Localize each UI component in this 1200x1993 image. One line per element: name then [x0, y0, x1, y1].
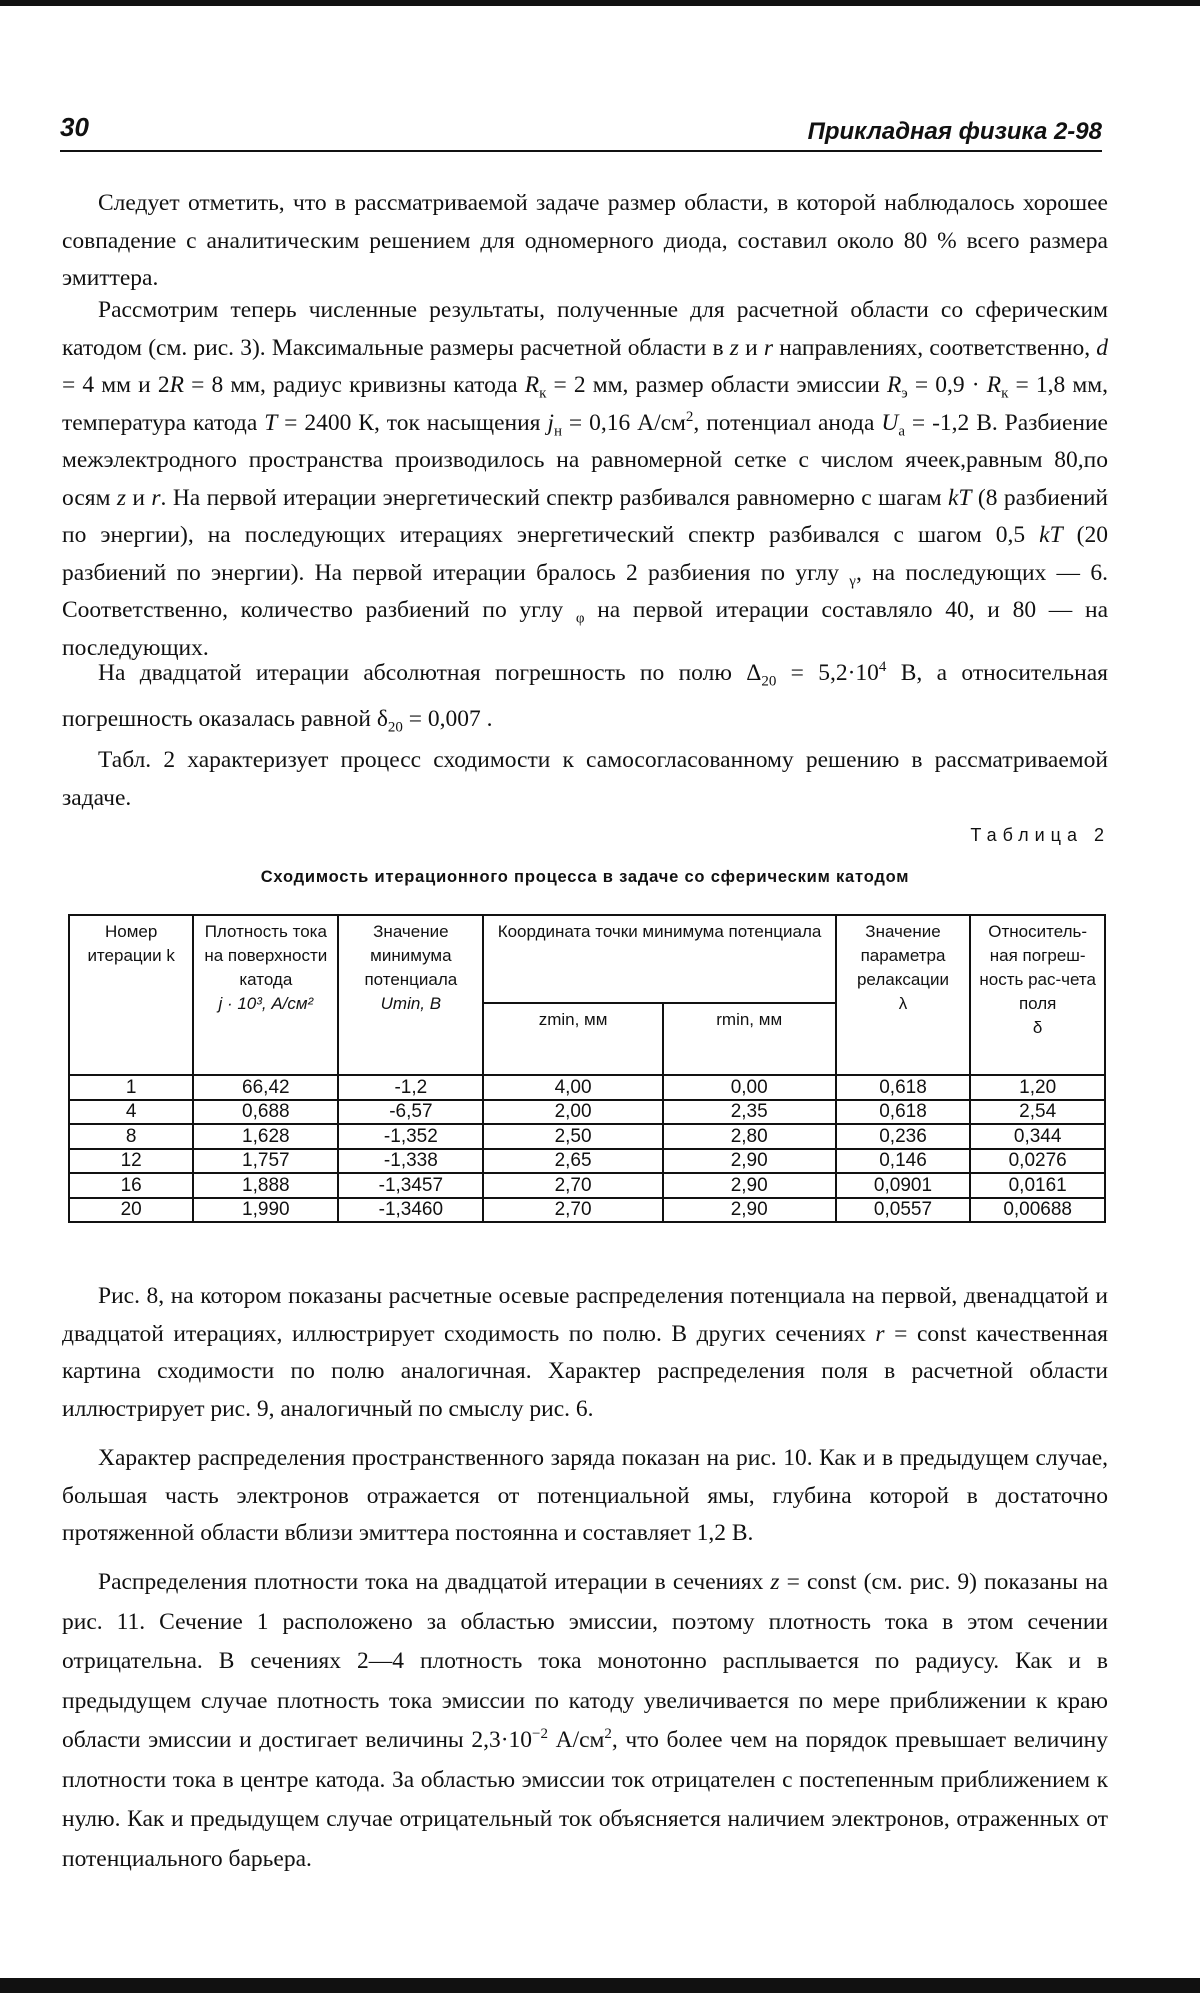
- text-run: Табл. 2 характеризует процесс сходимости к самосогласованному решению в рассматриваемой задаче.: [62, 747, 1108, 811]
- text-run: r: [763, 334, 774, 361]
- page-number: 30: [60, 112, 89, 142]
- header-text: Значение минимума потенциала: [364, 922, 458, 989]
- table-cell: -6,57: [338, 1100, 483, 1125]
- header-unit: Umin, В: [380, 994, 442, 1013]
- convergence-table: [68, 914, 1106, 1223]
- table-row: [69, 1198, 1105, 1223]
- table-cell: 2,65: [483, 1149, 662, 1174]
- text-run: R: [986, 372, 1002, 398]
- table-cell: 2,50: [483, 1124, 662, 1149]
- table-row: [69, 1100, 1105, 1125]
- paragraph: [62, 1278, 1108, 1428]
- table-cell: -1,338: [338, 1149, 483, 1174]
- table-cell: 0,344: [970, 1124, 1105, 1149]
- table-row: [69, 1124, 1105, 1149]
- table-cell: 2,70: [483, 1198, 662, 1223]
- table-row: [69, 1149, 1105, 1174]
- table-cell: 2,90: [663, 1149, 836, 1174]
- paragraph: [62, 1440, 1108, 1553]
- text-run: kT: [1039, 522, 1063, 548]
- text-run: 20: [387, 719, 403, 736]
- header-rule: [60, 150, 1102, 152]
- header-relative-error: [970, 915, 1105, 1075]
- table-cell: 0,0557: [836, 1198, 971, 1223]
- table-cell: 0,0161: [970, 1173, 1105, 1198]
- header-text: Значение параметра релаксации: [856, 922, 949, 989]
- text-run: φ: [575, 610, 585, 627]
- text-run: z: [770, 1569, 780, 1595]
- text-run: j: [547, 409, 554, 436]
- table-cell: 66,42: [193, 1075, 338, 1100]
- text-run: В, а относительная погрешность оказалась равной δ: [62, 660, 1108, 732]
- text-run: d: [1096, 334, 1109, 361]
- table-cell: 1,20: [970, 1075, 1105, 1100]
- text-run: Характер распределения пространственного заряда показан на рис. 10. Как и в предыдущем случае, большая часть электронов отражается от потенциальной ямы, глубина которой в достаточно протяженной области вблизи эмиттера постоянна и составляет 1,2 В.: [62, 1445, 1108, 1546]
- header-zmin: zmin, мм: [483, 1003, 662, 1075]
- text-run: (8 разбиений по энергии), на последующих итерациях энергетический спектр разбивался с шагом 0,5: [62, 484, 1108, 548]
- table-row: [69, 1173, 1105, 1198]
- text-run: . На первой итерации энергетический спектр разбивался равномерно с шагам: [160, 484, 948, 511]
- table-cell: 0,688: [193, 1100, 338, 1125]
- header-potential-min: [338, 915, 483, 1075]
- text-run: T: [264, 409, 278, 436]
- table-cell: 0,236: [836, 1124, 971, 1149]
- table-row: [69, 1075, 1105, 1100]
- table-cell: -1,352: [338, 1124, 483, 1149]
- text-run: и: [126, 484, 152, 511]
- text-run: (20 разбиений по энергии). На первой итерации бралось 2 разбиения по углу: [62, 522, 1108, 586]
- text-run: 2: [685, 408, 694, 425]
- text-run: а: [898, 423, 905, 440]
- table-cell: 2,90: [663, 1173, 836, 1198]
- text-run: R: [169, 372, 184, 398]
- text-run: z: [729, 334, 739, 361]
- header-unit: j · 10³, А/см²: [218, 994, 314, 1013]
- table-cell: 0,0901: [836, 1173, 971, 1198]
- header-symbol: λ: [898, 994, 908, 1013]
- text-run: Рис. 8, на котором показаны расчетные осевые распределения потенциала на первой, двенадцатой и двадцатой итерациях, иллюстрирует сходимость по полю. В других сечениях: [62, 1283, 1108, 1347]
- table-cell: 2,70: [483, 1173, 662, 1198]
- table-cell: 20: [69, 1198, 193, 1223]
- table-cell: 4,00: [483, 1075, 662, 1100]
- header-coordinate: Координата точки минимума потенциала: [483, 915, 835, 1003]
- text-run: = 2400 К, ток насыщения: [277, 409, 548, 436]
- text-run: U: [881, 409, 899, 436]
- table-cell: 2,00: [483, 1100, 662, 1125]
- text-run: , потенциал анода: [693, 409, 882, 436]
- text-run: R: [886, 372, 902, 398]
- table-cell: 2,80: [663, 1124, 836, 1149]
- text-run: на первой итерации составляло 40, и 80 — на последующих.: [62, 597, 1108, 661]
- table-cell: 1,757: [193, 1149, 338, 1174]
- text-run: к: [539, 385, 547, 402]
- text-run: Рассмотрим теперь численные результаты, полученные для расчетной области со сферическим катодом (см. рис. 3). Максимальные размеры расчетной области в: [62, 297, 1108, 361]
- text-run: z: [116, 484, 127, 511]
- text-run: r: [151, 484, 161, 511]
- text-run: 4: [878, 659, 887, 676]
- text-run: 20: [761, 673, 777, 690]
- table-cell: 16: [69, 1173, 193, 1198]
- text-run: = -1,2 В. Разбиение межэлектродного пространства производилось на равномерной сетке с числом ячеек,равным 80,по осям: [62, 409, 1108, 511]
- text-run: э: [901, 385, 908, 402]
- table-cell: 0,618: [836, 1075, 971, 1100]
- header-text: Относитель-ная погреш-ность рас-чета поля: [979, 922, 1096, 1013]
- text-run: = const (см. рис. 9) показаны на рис. 11. Сечение 1 расположено за областью эмиссии, поэтому плотность тока в этом сечении отрицательна. В сечениях 2—4 плотность тока монотонно расплывается по радиусу. Как и в предыдущем случае плотность тока эмиссии по катоду увеличивается по мере приближении к краю области эмиссии и достигает величины 2,3·10: [62, 1569, 1108, 1753]
- text-run: , на последующих — 6. Соответственно, количество разбиений по углу: [62, 559, 1108, 623]
- text-run: R: [524, 372, 540, 398]
- header-iteration: Номер итерации k: [69, 915, 193, 1075]
- running-title: Прикладная физика 2-98: [807, 118, 1102, 145]
- scan-border-bottom: [0, 1978, 1200, 1993]
- text-run: , что более чем на порядок превышает величину плотности тока в центре катода. За областью эмиссии ток отрицателен с постепенным приближением к нулю. Как и предыдущем случае отрицательный ток объясняется наличием электронов, отраженных от потенциального барьера.: [62, 1727, 1108, 1872]
- table-cell: 12: [69, 1149, 193, 1174]
- text-run: А/см: [547, 1727, 605, 1753]
- text-run: = 0,9 ·: [907, 372, 987, 398]
- table-label: Таблица 2: [970, 825, 1110, 845]
- table-cell: 1,990: [193, 1198, 338, 1223]
- text-run: = 1,8 мм, температура катода: [62, 372, 1108, 436]
- table-cell: 1,888: [193, 1173, 338, 1198]
- table-cell: 1: [69, 1075, 193, 1100]
- text-run: r: [875, 1320, 885, 1347]
- text-run: Следует отметить, что в рассматриваемой задаче размер области, в которой наблюдалось хорошее совпадение с аналитическим решением для одномерного диода, составил около 80 % всего размера эмиттера.: [62, 190, 1108, 291]
- paragraph: [62, 292, 1108, 667]
- table-cell: 4: [69, 1100, 193, 1125]
- text-run: = 0,16 А/см: [561, 409, 686, 436]
- header-relaxation: [836, 915, 971, 1075]
- table-caption: Сходимость итерационного процесса в задаче со сферическим катодом: [260, 868, 910, 886]
- paragraph: [62, 185, 1108, 298]
- table-cell: 0,146: [836, 1149, 971, 1174]
- text-run: = 8 мм, радиус кривизны катода: [183, 372, 525, 398]
- text-run: Распределения плотности тока на двадцатой итерации в сечениях: [98, 1569, 771, 1595]
- text-run: н: [553, 423, 562, 440]
- header-rmin: rmin, мм: [663, 1003, 836, 1075]
- table-cell: -1,3457: [338, 1173, 483, 1198]
- text-run: На двадцатой итерации абсолютная погрешность по полю Δ: [98, 660, 762, 686]
- text-run: = 2 мм, размер области эмиссии: [546, 372, 887, 398]
- table-cell: 2,90: [663, 1198, 836, 1223]
- text-run: к: [1001, 385, 1009, 402]
- paragraph: [62, 742, 1108, 817]
- text-run: направлениях, соответственно,: [773, 334, 1097, 361]
- text-run: = 4 мм и 2: [62, 372, 170, 398]
- table-cell: 8: [69, 1124, 193, 1149]
- table-cell: 0,00: [663, 1075, 836, 1100]
- table-cell: -1,3460: [338, 1198, 483, 1223]
- paragraph: [62, 650, 1108, 742]
- text-run: = const качественная картина сходимости по полю аналогичная. Характер распределения поля в расчетной области иллюстрирует рис. 9, аналогичный по смыслу рис. 6.: [62, 1320, 1108, 1422]
- text-run: = 5,2·10: [776, 660, 879, 686]
- text-run: kT: [947, 484, 972, 511]
- header-symbol: δ: [1032, 1018, 1043, 1037]
- table-cell: 1,628: [193, 1124, 338, 1149]
- header-text: Плотность тока на поверхности катода: [204, 922, 328, 989]
- text-run: 2: [604, 1726, 612, 1743]
- paragraph: [62, 1563, 1108, 1879]
- text-run: = 0,007 .: [402, 706, 493, 732]
- table-cell: -1,2: [338, 1075, 483, 1100]
- table-cell: 0,00688: [970, 1198, 1105, 1223]
- text-run: −2: [532, 1726, 548, 1743]
- header-current-density: [193, 915, 338, 1075]
- text-run: и: [738, 334, 764, 361]
- table-cell: 2,54: [970, 1100, 1105, 1125]
- table-cell: 0,618: [836, 1100, 971, 1125]
- table-cell: 0,0276: [970, 1149, 1105, 1174]
- scan-border-top: [0, 0, 1200, 6]
- table-cell: 2,35: [663, 1100, 836, 1125]
- text-run: γ: [849, 573, 856, 590]
